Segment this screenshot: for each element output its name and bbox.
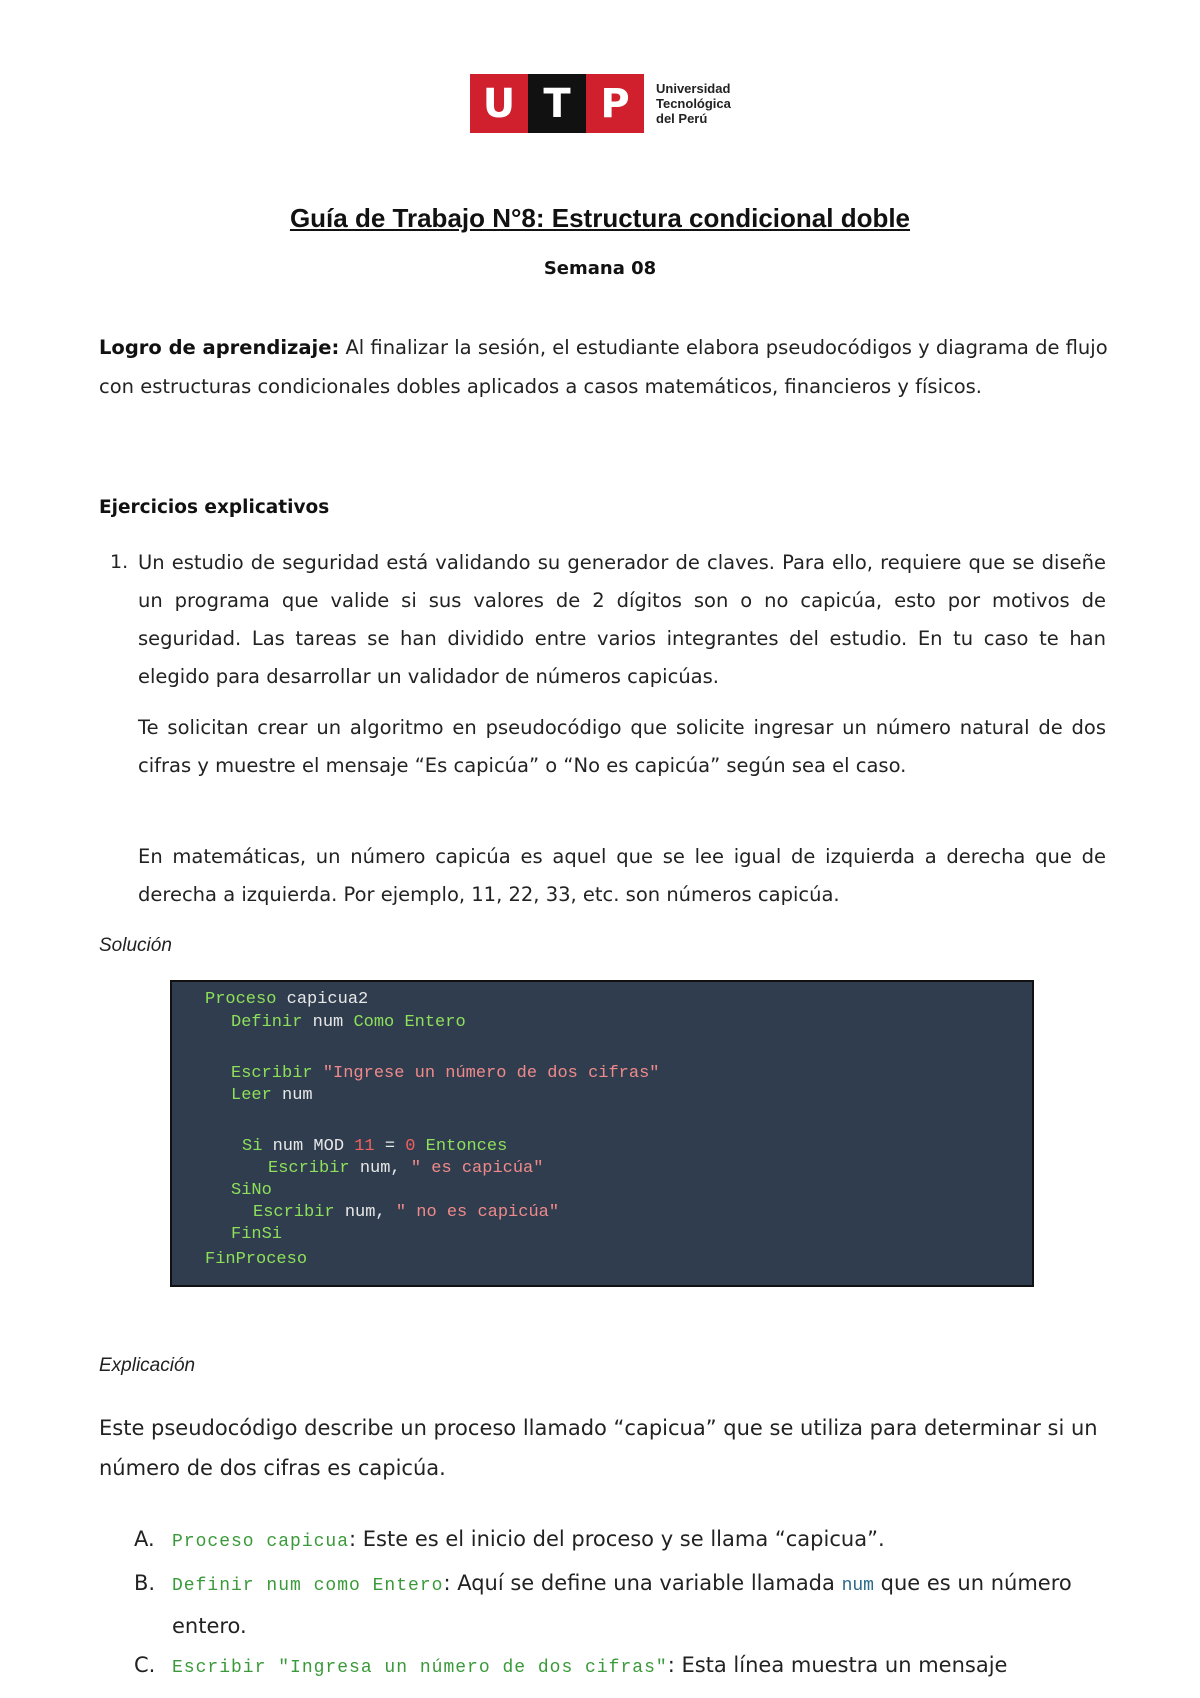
logo-letter-t: T bbox=[528, 74, 586, 133]
code-line: Proceso capicua2 bbox=[205, 990, 369, 1009]
logo-letter-u: U bbox=[470, 74, 528, 133]
logo-text-line: Tecnológica bbox=[656, 96, 731, 111]
learning-goal-label: Logro de aprendizaje: bbox=[99, 336, 340, 359]
code-line: Escribir "Ingrese un número de dos cifras" bbox=[231, 1064, 660, 1083]
code-line: Escribir num, " es capicúa" bbox=[268, 1159, 544, 1178]
code-line: SiNo bbox=[231, 1181, 272, 1200]
code-line: Escribir num, " no es capicúa" bbox=[253, 1203, 560, 1222]
logo-text bbox=[656, 81, 731, 126]
explanation-text: Este pseudocódigo describe un proceso llamado “capicua” que se utiliza para determinar si un número de dos cifras es capicúa. bbox=[99, 1416, 1098, 1480]
list-item-code: Escribir "Ingresa un número de dos cifras" bbox=[172, 1658, 668, 1678]
list-item-code: num bbox=[841, 1576, 874, 1596]
list-item-code: Definir num como Entero bbox=[172, 1576, 444, 1596]
list-item-text: : Esta línea muestra un mensaje bbox=[667, 1653, 1008, 1677]
page-title: Guía de Trabajo N°8: Estructura condicional doble bbox=[289, 203, 911, 233]
pseudocode-block bbox=[170, 980, 1034, 1287]
code-line: FinSi bbox=[231, 1225, 283, 1244]
learning-goal bbox=[99, 328, 1121, 406]
list-item-letter: A. bbox=[134, 1527, 155, 1551]
exercise-paragraph-2: Te solicitan crear un algoritmo en pseudocódigo que solicite ingresar un número natural de dos cifras y muestre el mensaje “Es capicúa” o “No es capicúa” según sea el caso. bbox=[138, 716, 1106, 777]
code-line: FinProceso bbox=[205, 1250, 308, 1269]
explanation-label: Explicación bbox=[99, 1355, 196, 1376]
section-heading: Ejercicios explicativos bbox=[99, 497, 330, 518]
week-label: Semana 08 bbox=[543, 258, 657, 279]
exercise-paragraph-3: En matemáticas, un número capicúa es aquel que se lee igual de izquierda a derecha que de derecha a izquierda. Por ejemplo, 11, 22, 33, etc. son números capicúa. bbox=[138, 845, 1106, 906]
utp-logo bbox=[470, 74, 731, 133]
list-item bbox=[172, 1563, 1112, 1646]
list-item-letter: C. bbox=[134, 1653, 156, 1677]
code-line: Leer num bbox=[231, 1086, 313, 1105]
logo-text-line: Universidad bbox=[656, 81, 731, 96]
code-line: Si num MOD 11 = 0 Entonces bbox=[242, 1137, 508, 1156]
list-item-text: que es un número entero. bbox=[172, 1571, 1072, 1638]
list-item-letter: B. bbox=[134, 1571, 156, 1595]
list-item-text: : Este es el inicio del proceso y se llama “capicua”. bbox=[349, 1527, 885, 1551]
logo-text-line: del Perú bbox=[656, 111, 708, 126]
logo-letters bbox=[470, 74, 644, 133]
exercise-paragraph-1: Un estudio de seguridad está validando su generador de claves. Para ello, requiere que se diseñe un programa que valide si sus valores de 2 dígitos son o no capicúa, esto por motivos de seguridad. Las tareas se han dividido entre varios integrantes del estudio. En tu caso te han elegido para desarrollar un validador de números capicúas. bbox=[138, 551, 1106, 688]
solution-label: Solución bbox=[99, 935, 172, 956]
list-item-code: Proceso capicua bbox=[172, 1532, 350, 1552]
code-line: Definir num Como Entero bbox=[231, 1013, 466, 1032]
logo-letter-p: P bbox=[586, 74, 644, 133]
list-item bbox=[172, 1645, 1112, 1688]
list-item bbox=[172, 1519, 1112, 1562]
exercise-number: 1. bbox=[110, 551, 129, 573]
learning-goal-text: Al finalizar la sesión, el estudiante elabora pseudocódigos y diagrama de flujo con estructuras condicionales dobles aplicados a casos matemáticos, financieros y físicos. bbox=[99, 336, 1108, 398]
list-item-text: : Aquí se define una variable llamada bbox=[443, 1571, 842, 1595]
